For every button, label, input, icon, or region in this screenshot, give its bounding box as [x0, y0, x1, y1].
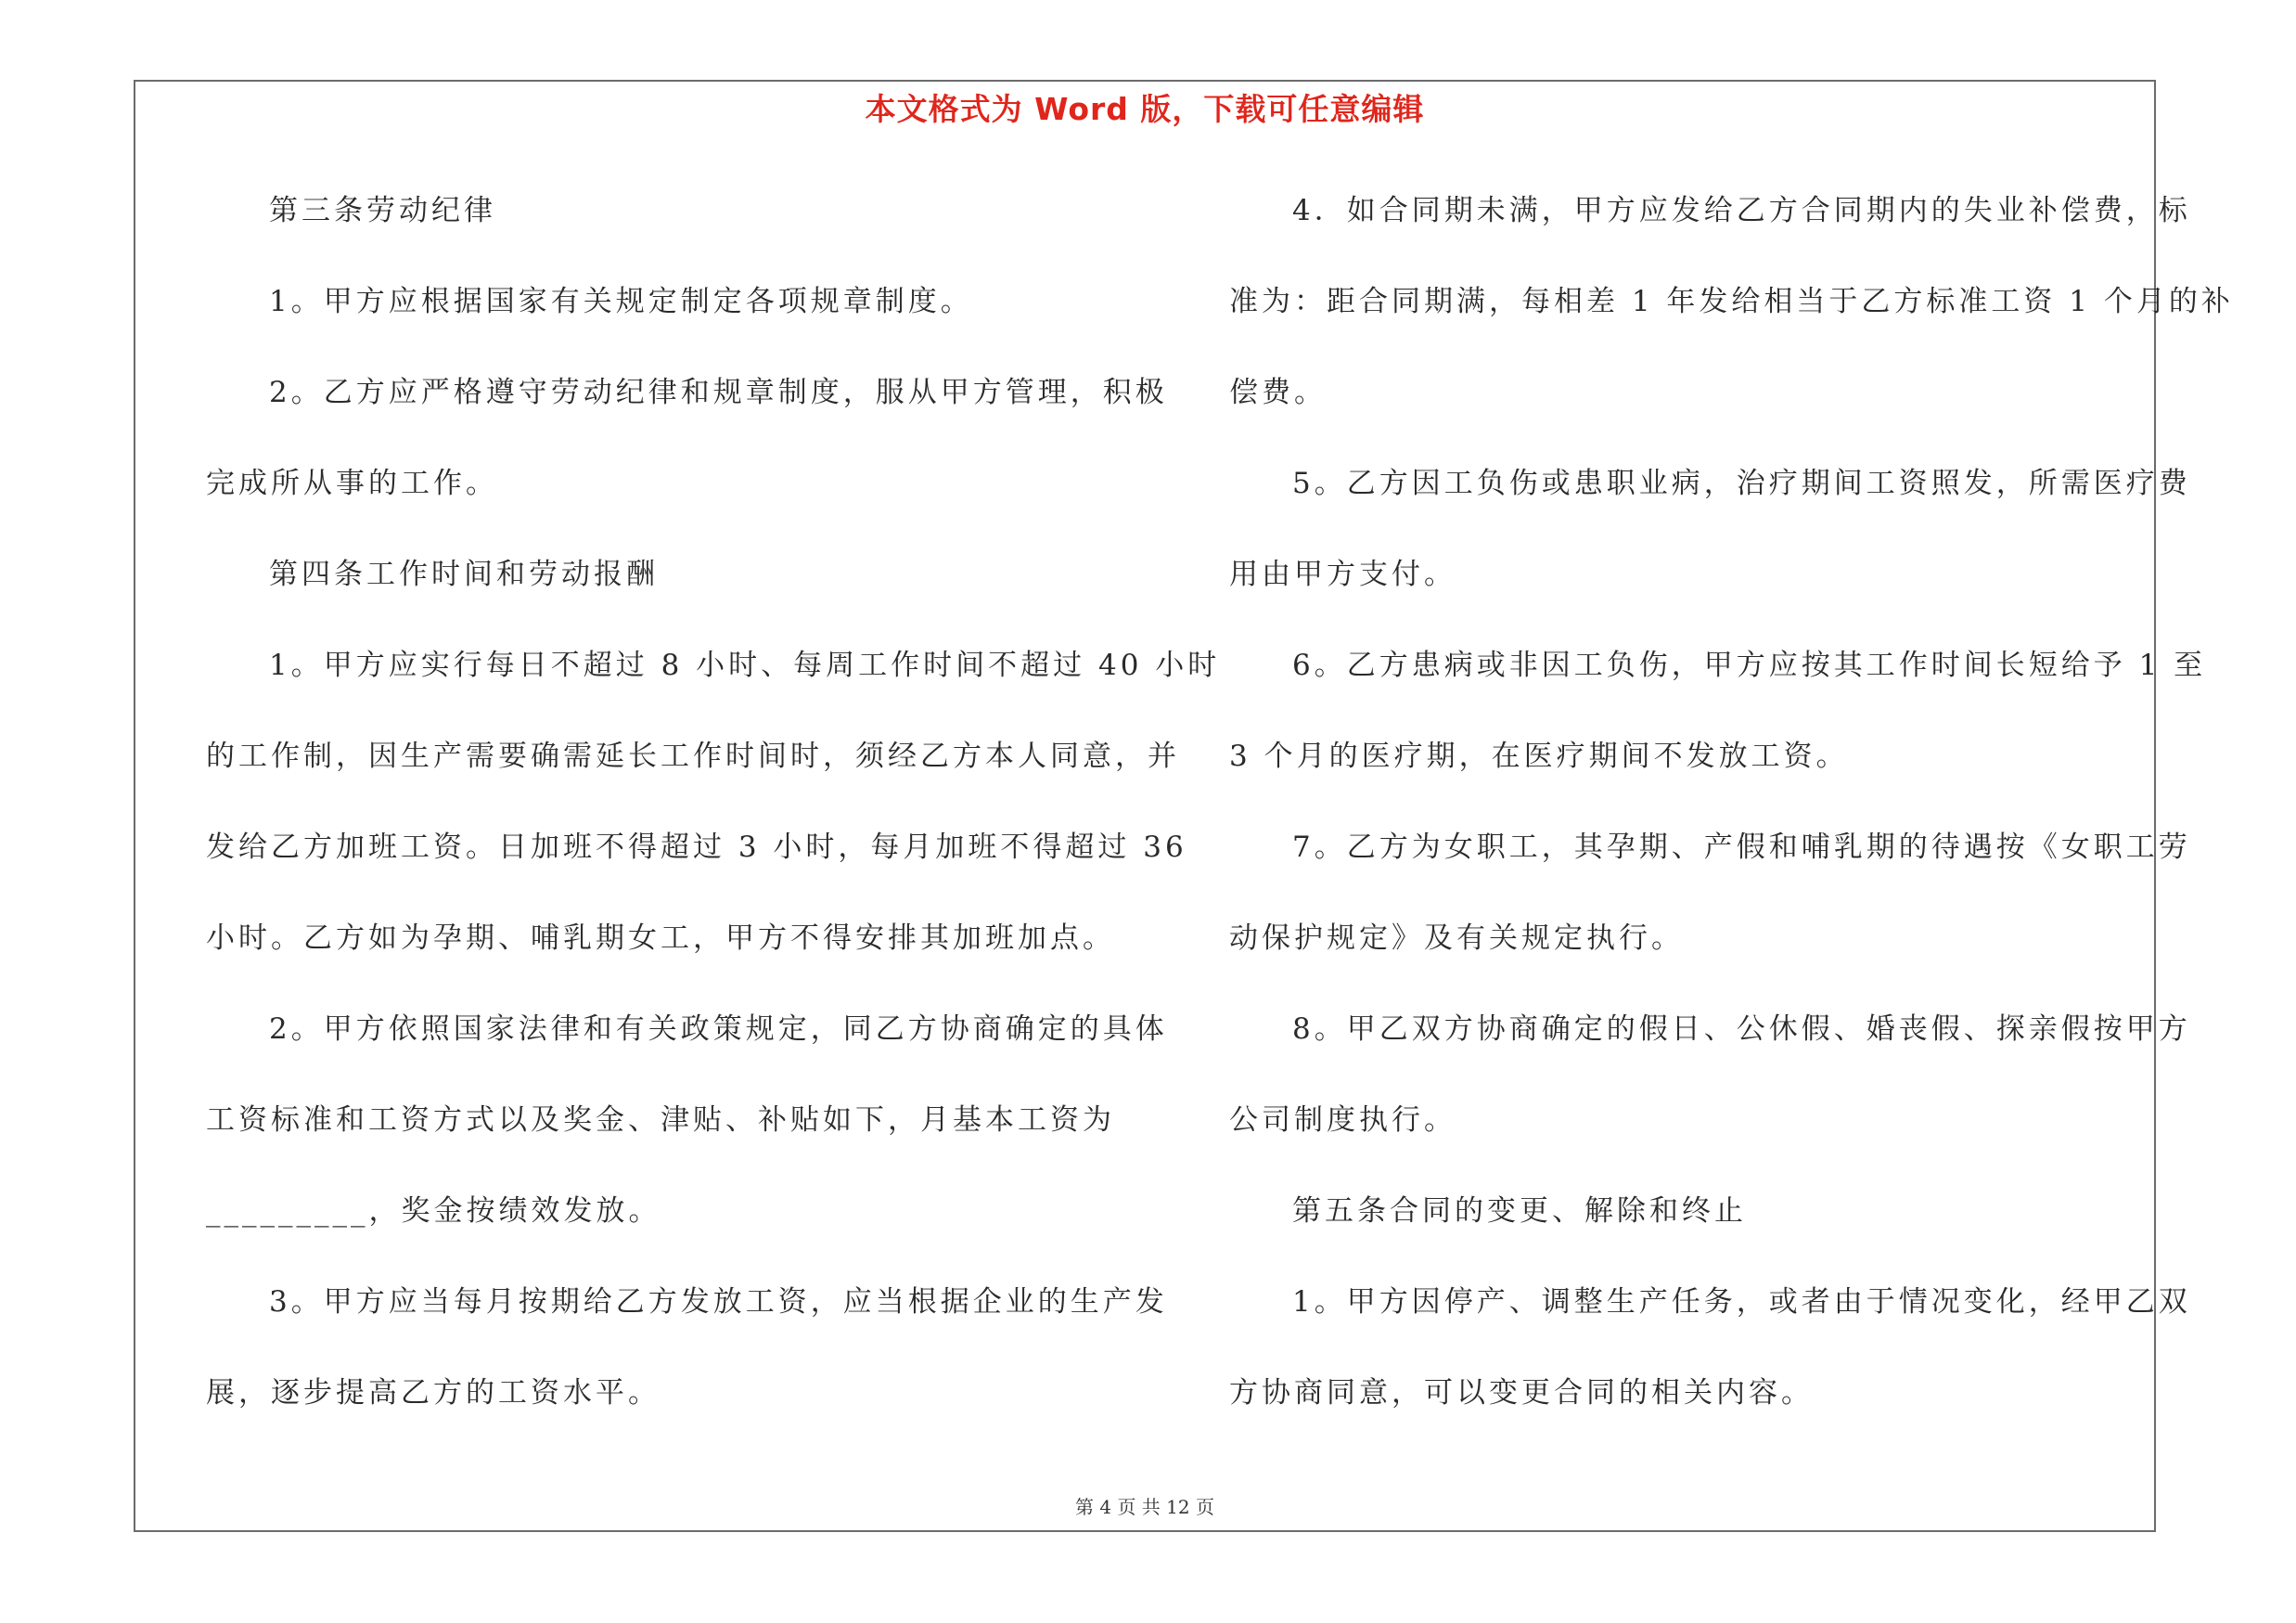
text-line: 8。甲乙双方协商确定的假日、公休假、婚丧假、探亲假按甲方 — [1292, 1012, 2191, 1046]
text-line: 动保护规定》及有关规定执行。 — [1229, 921, 1684, 955]
text-line: 6。乙方患病或非因工负伤，甲方应按其工作时间长短给予 1 至 — [1292, 649, 2207, 682]
text-line: 第三条劳动纪律 — [269, 194, 496, 227]
text-line: 偿费。 — [1229, 376, 1327, 409]
text-line: 展，逐步提高乙方的工资水平。 — [206, 1376, 661, 1410]
text-line: 3。甲方应当每月按期给乙方发放工资，应当根据企业的生产发 — [269, 1285, 1168, 1319]
text-line: 工资标准和工资方式以及奖金、津贴、补贴如下，月基本工资为 — [206, 1103, 1115, 1137]
text-line: 2。甲方依照国家法律和有关政策规定，同乙方协商确定的具体 — [269, 1012, 1168, 1046]
text-line: 用由甲方支付。 — [1229, 558, 1456, 591]
text-line: 1。甲方应实行每日不超过 8 小时、每周工作时间不超过 40 小时 — [269, 649, 1221, 682]
text-line: 1。甲方应根据国家有关规定制定各项规章制度。 — [269, 285, 973, 318]
right-column — [1229, 181, 2234, 1454]
text-line: 3 个月的医疗期，在医疗期间不发放工资。 — [1229, 740, 1849, 773]
text-line: _________，奖金按绩效发放。 — [206, 1194, 661, 1228]
text-line: 小时。乙方如为孕期、哺乳期女工，甲方不得安排其加班加点。 — [206, 921, 1115, 955]
text-line: 7。乙方为女职工，其孕期、产假和哺乳期的待遇按《女职工劳 — [1292, 831, 2191, 864]
text-line: 1。甲方因停产、调整生产任务，或者由于情况变化，经甲乙双 — [1292, 1285, 2191, 1319]
text-line: 第四条工作时间和劳动报酬 — [269, 558, 659, 591]
text-line: 的工作制，因生产需要确需延长工作时间时，须经乙方本人同意，并 — [206, 740, 1180, 773]
text-line: 准为：距合同期满，每相差 1 年发给相当于乙方标准工资 1 个月的补 — [1229, 285, 2234, 318]
text-line: 完成所从事的工作。 — [206, 467, 498, 500]
text-line: 公司制度执行。 — [1229, 1103, 1456, 1137]
text-line: 发给乙方加班工资。日加班不得超过 3 小时，每月加班不得超过 36 — [206, 831, 1187, 864]
text-line: 2。乙方应严格遵守劳动纪律和规章制度，服从甲方管理，积极 — [269, 376, 1168, 409]
text-line: 5。乙方因工负伤或患职业病，治疗期间工资照发，所需医疗费 — [1292, 467, 2191, 500]
left-column — [206, 181, 1221, 1454]
page-footer: 第 4 页 共 12 页 — [1075, 1496, 1214, 1518]
text-line: 方协商同意，可以变更合同的相关内容。 — [1229, 1376, 1814, 1410]
text-line: 第五条合同的变更、解除和终止 — [1292, 1194, 1747, 1228]
format-banner: 本文格式为 Word 版，下载可任意编辑 — [865, 91, 1425, 127]
text-line: 4．如合同期未满，甲方应发给乙方合同期内的失业补偿费，标 — [1292, 194, 2191, 227]
